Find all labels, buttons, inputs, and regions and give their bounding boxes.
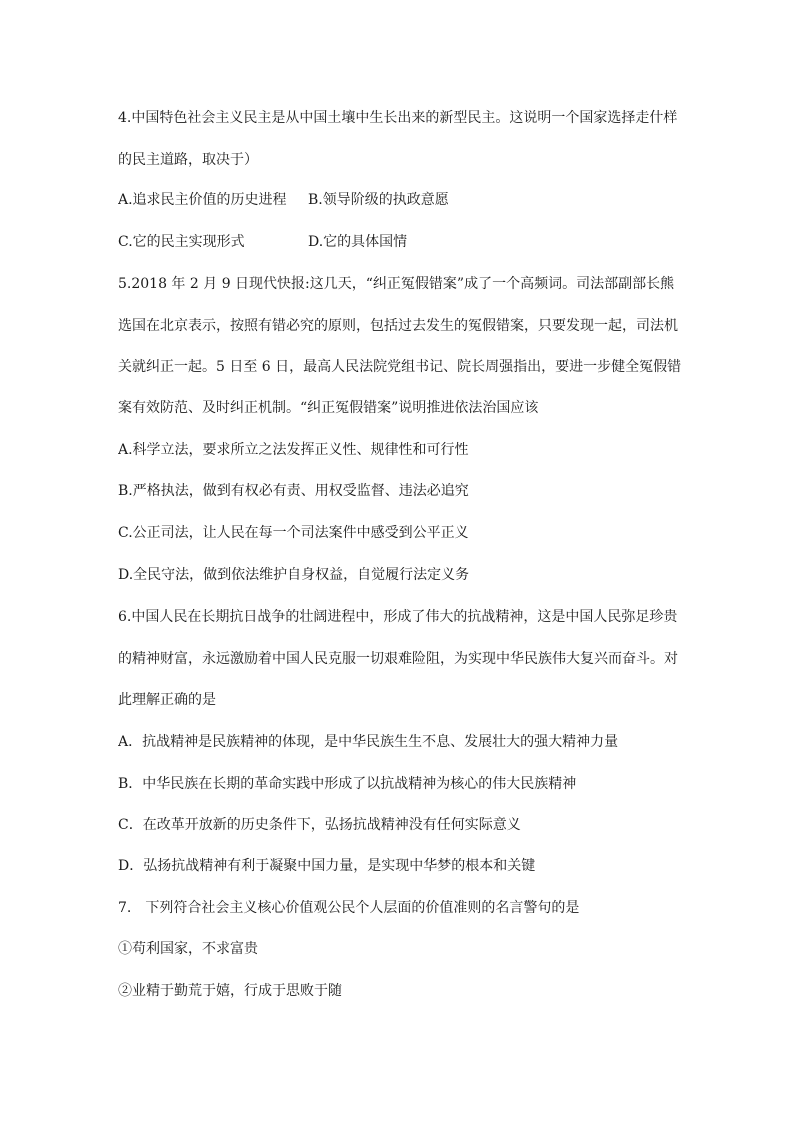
question-5-stem-line-1: 5.2018 年 2 月 9 日现代快报:这几天，“纠正冤假错案”成了一个高频词。司法部副部长熊 (118, 276, 675, 292)
question-6-stem-line-1: 6.中国人民在长期抗日战争的壮阔进程中，形成了伟大的抗战精神，这是中国人民弥足珍贵 (118, 609, 678, 625)
question-5-option-a: A.科学立法，要求所立之法发挥正义性、规律性和可行性 (118, 442, 469, 458)
question-4-options-row-1 (118, 190, 698, 210)
question-4-option-a: A.追求民主价值的历史进程 (118, 192, 287, 208)
question-5-option-d: D.全民守法，做到依法维护自身权益，自觉履行法定义务 (118, 567, 470, 583)
question-4-option-d: D.它的具体国情 (308, 234, 408, 250)
question-5-stem-line-2: 选国在北京表示，按照有错必究的原则，包括过去发生的冤假错案，只要发现一起，司法机 (118, 318, 678, 334)
question-4-options-row-2 (118, 232, 698, 252)
question-6-option-c: C．在改革开放新的历史条件下，弘扬抗战精神没有任何实际意义 (118, 817, 521, 833)
question-5-stem-line-4: 案有效防范、及时纠正机制。“纠正冤假错案”说明推进依法治国应该 (118, 400, 539, 416)
question-6-stem-line-2: 的精神财富，永远激励着中国人民克服一切艰难险阻，为实现中华民族伟大复兴而奋斗。对 (118, 651, 678, 667)
question-6-stem-line-3: 此理解正确的是 (118, 692, 216, 708)
question-4-option-c: C.它的民主实现形式 (118, 234, 245, 250)
question-6-option-b: B．中华民族在长期的革命实践中形成了以抗战精神为核心的伟大民族精神 (118, 776, 577, 792)
question-4-option-b: B.领导阶级的执政意愿 (308, 192, 449, 208)
question-7-option-1: ①苟利国家，不求富贵 (118, 941, 258, 957)
question-7-stem-line-1: 7. 下列符合社会主义核心价值观公民个人层面的价值准则的名言警句的是 (118, 900, 580, 916)
question-7-option-2: ②业精于勤荒于嬉，行成于思败于随 (118, 983, 342, 999)
question-6-option-d: D．弘扬抗战精神有利于凝聚中国力量，是实现中华梦的根本和关键 (118, 858, 536, 874)
question-6-option-a: A．抗战精神是民族精神的体现，是中华民族生生不息、发展壮大的强大精神力量 (118, 734, 619, 750)
question-4-stem-line-1: 4.中国特色社会主义民主是从中国土壤中生长出来的新型民主。这说明一个国家选择走什样 (118, 110, 678, 126)
question-5-option-b: B.严格执法，做到有权必有责、用权受监督、违法必追究 (118, 483, 469, 499)
question-5-option-c: C.公正司法，让人民在每一个司法案件中感受到公平正义 (118, 525, 469, 541)
question-4-stem-line-2: 的民主道路，取决于） (118, 152, 258, 168)
question-5-stem-line-3: 关就纠正一起。5 日至 6 日，最高人民法院党组书记、院长周强指出，要进一步健全冤假错 (118, 359, 682, 375)
